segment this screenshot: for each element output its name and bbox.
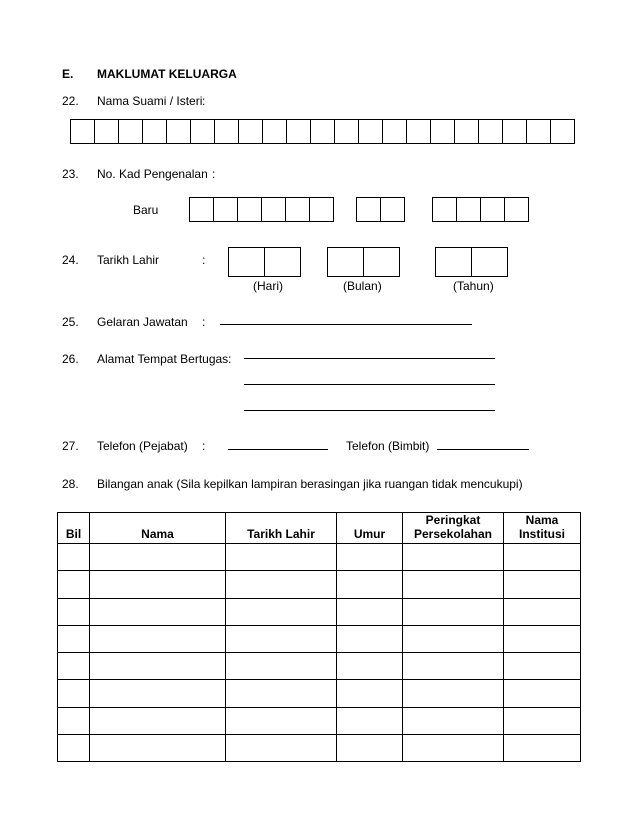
q24-label: Tarikh Lahir (97, 253, 160, 267)
name-char-box[interactable] (166, 119, 191, 144)
ic-char-box[interactable] (432, 197, 457, 222)
table-row (58, 571, 581, 598)
q25-number: 25. (62, 315, 79, 329)
dob-year-caption: (Tahun) (453, 279, 494, 293)
table-cell[interactable] (504, 544, 581, 571)
table-cell[interactable] (403, 544, 504, 571)
q22-colon: : (202, 94, 206, 108)
name-char-box[interactable] (526, 119, 551, 144)
table-cell[interactable] (90, 734, 226, 761)
q24-number: 24. (62, 253, 79, 267)
q26-colon: : (228, 352, 232, 366)
ic-new-label: Baru (133, 203, 159, 217)
name-char-box[interactable] (262, 119, 287, 144)
table-cell[interactable] (90, 625, 226, 652)
name-char-box[interactable] (478, 119, 503, 144)
table-cell[interactable] (90, 598, 226, 625)
table-row (58, 707, 581, 734)
dob-day-boxes (228, 247, 300, 277)
q22-number: 22. (62, 94, 79, 108)
name-char-box[interactable] (454, 119, 479, 144)
q25-colon: : (202, 315, 206, 329)
table-cell[interactable] (90, 571, 226, 598)
table-cell[interactable] (58, 653, 90, 680)
table-cell[interactable] (504, 680, 581, 707)
header-umur: Umur (337, 513, 403, 544)
q22-label: Nama Suami / Isteri (97, 94, 203, 108)
q27-office-label: Telefon (Pejabat) (97, 439, 188, 453)
dob-month-box[interactable] (363, 247, 400, 277)
table-cell[interactable] (58, 734, 90, 761)
ic-char-box[interactable] (309, 197, 334, 222)
q24-colon: : (202, 253, 206, 267)
table-row (58, 598, 581, 625)
table-cell[interactable] (226, 680, 337, 707)
table-cell[interactable] (337, 680, 403, 707)
table-cell[interactable] (337, 571, 403, 598)
table-cell[interactable] (226, 544, 337, 571)
header-tarikh-lahir: Tarikh Lahir (226, 513, 337, 544)
ic-boxes-part3 (432, 197, 528, 222)
name-char-box[interactable] (406, 119, 431, 144)
ic-char-box[interactable] (237, 197, 262, 222)
table-cell[interactable] (90, 680, 226, 707)
table-cell[interactable] (58, 625, 90, 652)
table-cell[interactable] (504, 625, 581, 652)
q27-number: 27. (62, 439, 79, 453)
ic-char-box[interactable] (285, 197, 310, 222)
table-cell[interactable] (90, 707, 226, 734)
address-line-2[interactable] (244, 384, 495, 385)
table-row (58, 680, 581, 707)
table-cell[interactable] (504, 707, 581, 734)
ic-char-box[interactable] (380, 197, 405, 222)
address-line-3[interactable] (244, 410, 495, 411)
table-cell[interactable] (226, 598, 337, 625)
q28-number: 28. (62, 477, 79, 491)
dob-day-box[interactable] (264, 247, 301, 277)
table-cell[interactable] (90, 544, 226, 571)
name-char-box[interactable] (190, 119, 215, 144)
job-title-line[interactable] (220, 324, 472, 325)
ic-char-box[interactable] (213, 197, 238, 222)
table-cell[interactable] (504, 734, 581, 761)
address-line-1[interactable] (244, 358, 495, 359)
dob-month-box[interactable] (327, 247, 364, 277)
name-char-box[interactable] (142, 119, 167, 144)
section-letter: E. (62, 67, 74, 81)
table-cell[interactable] (337, 707, 403, 734)
table-cell[interactable] (58, 707, 90, 734)
name-char-box[interactable] (382, 119, 407, 144)
table-cell[interactable] (504, 598, 581, 625)
table-row (58, 544, 581, 571)
q23-number: 23. (62, 167, 79, 181)
header-peringkat-persekolahan: Peringkat Persekolahan (403, 513, 504, 544)
table-cell[interactable] (226, 734, 337, 761)
table-cell[interactable] (226, 625, 337, 652)
ic-boxes-part2 (356, 197, 404, 222)
table-cell[interactable] (403, 680, 504, 707)
q23-label: No. Kad Pengenalan (97, 167, 208, 181)
header-bil: Bil (58, 513, 90, 544)
children-table (57, 512, 581, 762)
name-char-box[interactable] (358, 119, 383, 144)
table-row (58, 625, 581, 652)
table-cell[interactable] (403, 707, 504, 734)
header-nama: Nama (90, 513, 226, 544)
ic-char-box[interactable] (480, 197, 505, 222)
ic-char-box[interactable] (456, 197, 481, 222)
dob-year-box[interactable] (471, 247, 508, 277)
name-char-box[interactable] (214, 119, 239, 144)
q25-label: Gelaran Jawatan (97, 315, 188, 329)
name-char-box[interactable] (502, 119, 527, 144)
table-cell[interactable] (337, 598, 403, 625)
table-cell[interactable] (337, 653, 403, 680)
table-cell[interactable] (403, 734, 504, 761)
table-cell[interactable] (337, 734, 403, 761)
table-cell[interactable] (90, 653, 226, 680)
ic-boxes-part1 (189, 197, 333, 222)
name-char-box[interactable] (118, 119, 143, 144)
section-title: MAKLUMAT KELUARGA (97, 67, 237, 81)
ic-char-box[interactable] (504, 197, 529, 222)
ic-char-box[interactable] (189, 197, 214, 222)
name-char-box[interactable] (70, 119, 95, 144)
dob-month-boxes (327, 247, 399, 277)
table-cell[interactable] (58, 544, 90, 571)
table-cell[interactable] (226, 571, 337, 598)
table-cell[interactable] (337, 544, 403, 571)
mobile-phone-line[interactable] (437, 449, 529, 450)
name-char-box[interactable] (430, 119, 455, 144)
name-char-box[interactable] (286, 119, 311, 144)
q27-colon: : (202, 439, 206, 453)
q26-label: Alamat Tempat Bertugas (97, 352, 229, 366)
dob-year-boxes (435, 247, 507, 277)
table-cell[interactable] (403, 653, 504, 680)
ic-char-box[interactable] (356, 197, 381, 222)
dob-day-caption: (Hari) (253, 279, 283, 293)
table-cell[interactable] (403, 571, 504, 598)
table-cell[interactable] (58, 598, 90, 625)
ic-char-box[interactable] (261, 197, 286, 222)
table-cell[interactable] (504, 571, 581, 598)
name-char-box[interactable] (550, 119, 575, 144)
children-table-body (58, 544, 581, 762)
table-row (58, 734, 581, 761)
name-char-box[interactable] (310, 119, 335, 144)
table-cell[interactable] (403, 625, 504, 652)
dob-year-box[interactable] (435, 247, 472, 277)
table-cell[interactable] (337, 625, 403, 652)
name-char-box[interactable] (94, 119, 119, 144)
table-cell[interactable] (504, 653, 581, 680)
q28-label: Bilangan anak (Sila kepilkan lampiran berasingan jika ruangan tidak mencukupi) (97, 477, 523, 491)
office-phone-line[interactable] (228, 449, 328, 450)
table-cell[interactable] (226, 707, 337, 734)
table-row (58, 653, 581, 680)
dob-month-caption: (Bulan) (343, 279, 382, 293)
q27-mobile-label: Telefon (Bimbit) (346, 439, 430, 453)
name-char-box[interactable] (334, 119, 359, 144)
table-cell[interactable] (403, 598, 504, 625)
spouse-name-boxes (70, 119, 574, 144)
table-cell[interactable] (58, 571, 90, 598)
table-cell[interactable] (58, 680, 90, 707)
header-nama-institusi: Nama Institusi (504, 513, 581, 544)
q26-number: 26. (62, 352, 79, 366)
name-char-box[interactable] (238, 119, 263, 144)
q23-colon: : (212, 167, 216, 181)
dob-day-box[interactable] (228, 247, 265, 277)
table-cell[interactable] (226, 653, 337, 680)
